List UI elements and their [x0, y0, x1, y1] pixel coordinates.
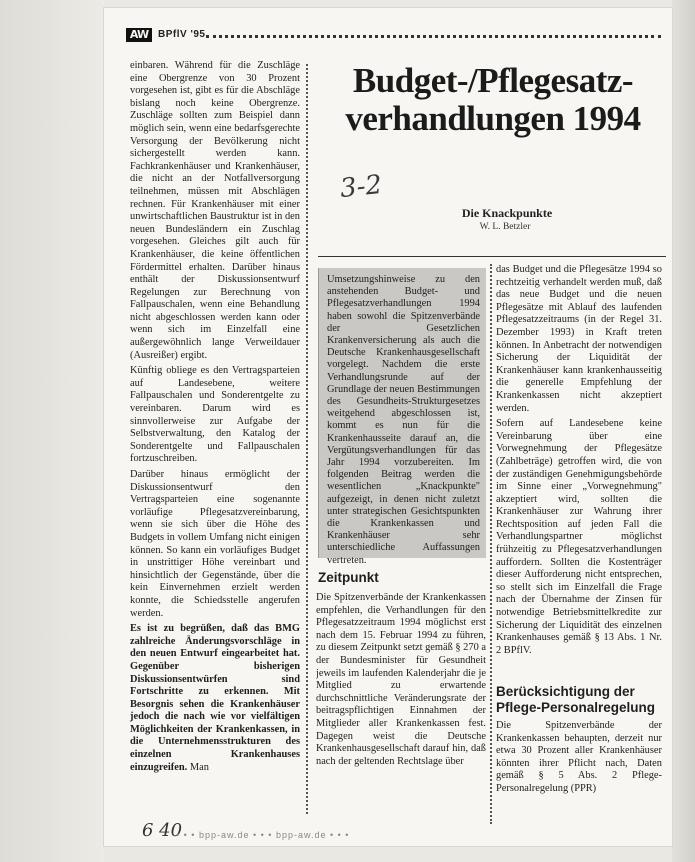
page-number: 6 40 — [142, 820, 183, 841]
column-middle — [316, 592, 486, 817]
column-left — [130, 60, 300, 777]
paragraph: Die Spitzenverbände der Krankenkassen behaupten, derzeit nur etwa 30 Prozent aller Krankenhäuser könnten ihrer Pflicht nach, Daten gemäß § 5 Abs. 2 Pflege-Personalregelung (PPR) — [496, 720, 662, 794]
paragraph: Darüber hinaus ermöglicht der Diskussionsentwurf den Vertragsparteien eine sogenannte vorläufige Pflegesatzvereinbarung, wenn sie sich über die Höhe des Budgets in vollem Umfang nicht einigen können. So kann ein vorläufiges Budget in unstrittiger Höhe vereinbart und hinsichtlich der Gegenstände, über die kein Einvernehmen erzielt werden konnte, die Schiedsstelle angerufen werden. — [130, 469, 300, 619]
paragraph-emphasis — [130, 623, 300, 774]
section-heading: Zeitpunkt — [318, 570, 379, 585]
scan-margin-left — [0, 0, 104, 862]
footer-text: • • • bpp-aw.de • • • bpp-aw.de • • • — [176, 830, 350, 840]
abstract-box — [318, 268, 486, 566]
column-right-lower — [496, 720, 662, 816]
issue-label: BPflV '95 — [158, 29, 206, 40]
article-subtitle: Die Knackpunkte — [461, 206, 553, 220]
section-heading: Berücksichtigung der Pflege-Personalregelung — [496, 684, 656, 715]
title-rule — [318, 256, 666, 257]
scan-margin-right — [672, 0, 695, 862]
column-right — [496, 264, 662, 674]
paragraph: das Budget und die Pflegesätze 1994 so rechtzeitig verhandelt werden muß, daß das neue Budget und die neuen Pflegesätze mit Ablauf des laufenden Pflegesatzzeitraums (in der Regel 31. Dezember 1993) in Kraft treten können. In Anbetracht der notwendigen Sicherung der Liquidität der Krankenhäuser kann krankenhausseitig die generelle Empfehlung der Krankenkassen nicht akzeptiert werden. — [496, 264, 662, 414]
handwritten-note: 3-2 — [338, 169, 384, 205]
page-footer — [128, 820, 668, 842]
column-divider — [490, 264, 492, 824]
article-title: Budget-/Pflegesatz-verhandlungen 1994 — [345, 61, 641, 138]
header-rule — [206, 35, 661, 38]
paragraph: Sofern auf Landesebene keine Vereinbarung über eine Vorwegnehmung der Pflegesätze (Zahlbeträge) getroffen wird, die von der zuständigen Genehmigungsbehörde im Sinne einer „Vorwegnehmung" akzeptiert wird, sollten die Krankenhäuser zur Wahrung ihrer Rechtsposition auf jeden Fall die Verhandlungspartner möglichst frühzeitig zu Pflegesatzverhandlungen auffordern. Sollten die Kostenträger dieser Aufforderung nicht entsprechen, so stellt sich im Einzelfall die Frage nach der Übernahme der Zinsen für notwendige Betriebsmittelkredite zur Sicherung der Liquidität des einzelnen Krankenhauses gemäß § 13 Abs. 1 Nr. 2 BPflV. — [496, 418, 662, 656]
page-header — [126, 28, 666, 44]
continuation-word: Man — [189, 761, 209, 773]
paragraph: Künftig obliege es den Vertragsparteien auf Landesebene, weitere Fallpauschalen und Sonderentgelte zu vereinbaren. Darum wird es sinnvollerweise zur Aufgabe der Selbstverwaltung, den Katalog der Sonderentgelte und Fallpauschalen fortzuschreiben. — [130, 365, 300, 465]
abstract-text: Umsetzungshinweise zu den anstehenden Budget- und Pflegesatzverhandlungen 1994 haben sowohl die Spitzenverbände der Gesetzlichen Krankenversicherung als auch die Deutsche Krankenhausgesellschaft vorgelegt. Nachdem die erste Verhandlungsrunde auf der Grundlage der neuen Bestimmungen des Gesundheits-Strukturgesetzes weitgehend abgeschlossen ist, kommt es nun für die Krankenhausseite darauf an, die Vergütungsverhandlungen für das Jahr 1994 vorzubereiten. Im folgenden Beitrag werden die wesentlichen „Knackpunkte" aufgezeigt, in denen nicht zuletzt unter strategischen Gesichtspunkten die Krankenkassen und Krankenhäuser sehr unterschiedliche Auffassungen vertreten. — [327, 274, 480, 566]
column-divider — [306, 64, 308, 814]
article-author: W. L. Betzler — [479, 222, 531, 232]
paragraph-emphasis-text: Es ist zu begrüßen, daß das BMG zahlreiche Änderungsvorschläge in den neuen Entwurf eingearbeitet hat. Gegenüber bisherigen Diskussionsentwürfen sind Fortschritte zu erkennen. Mit Besorgnis sehen die Krankenhäuser jedoch die nach wie vor vielfältigen Möglichkeiten der Krankenkassen, in die Unternehmensstrukturen des einzelnen Krankenhauses einzugreifen. — [130, 623, 300, 773]
publication-logo: AW — [126, 28, 152, 42]
paragraph: einbaren. Während für die Zuschläge eine Obergrenze von 30 Prozent vorgesehen ist, gibt es für die Abschläge bislang noch keine Obergrenze. Zuschläge sollten zum Beispiel dann möglich sein, wenn eine bedarfsgerechte Versorgung der Bevölkerung nicht sichergestellt werden kann. Fachkrankenhäuser und Krankenhäuser, die nicht an der Notfallversorgung teilnehmen, müssen mit Abschlägen rechnen. Für Krankenhäuser mit einer unwirtschaftlichen Baustruktur ist in den neuen Bundesländern ein Zuschlag vorgesehen. Gleiches gilt auch für Krankenhäuser, die keine öffentlichen Fördermittel erhalten. Darüber hinaus enthält der Diskussionsentwurf Regelungen zur Berechnung von Fallpauschalen, wenn eine Behandlung nicht abgeschlossen werden kann oder wenn sich im Einzelfall eine außergewöhnlich lange Verweildauer (Ausreißer) ergibt. — [130, 60, 300, 361]
paragraph: Die Spitzenverbände der Krankenkassen empfehlen, die Verhandlungen für den Pflegesatzzeitraum 1994 möglichst erst nach dem 15. Februar 1994 zu führen, zu diesem Zeitpunkt setzt gemäß § 270 a der Bundesminister für Gesundheit jeweils im laufenden Kalenderjahr die je Mitglied zu erwartende durchschnittliche Veränderungsrate der beitragspflichtigen Einnahmen der Mitglieder aller Krankenkassen fest. Dagegen weist die Deutsche Krankenhausgesellschaft darauf hin, daß nach der geltenden Rechtslage über — [316, 592, 486, 767]
